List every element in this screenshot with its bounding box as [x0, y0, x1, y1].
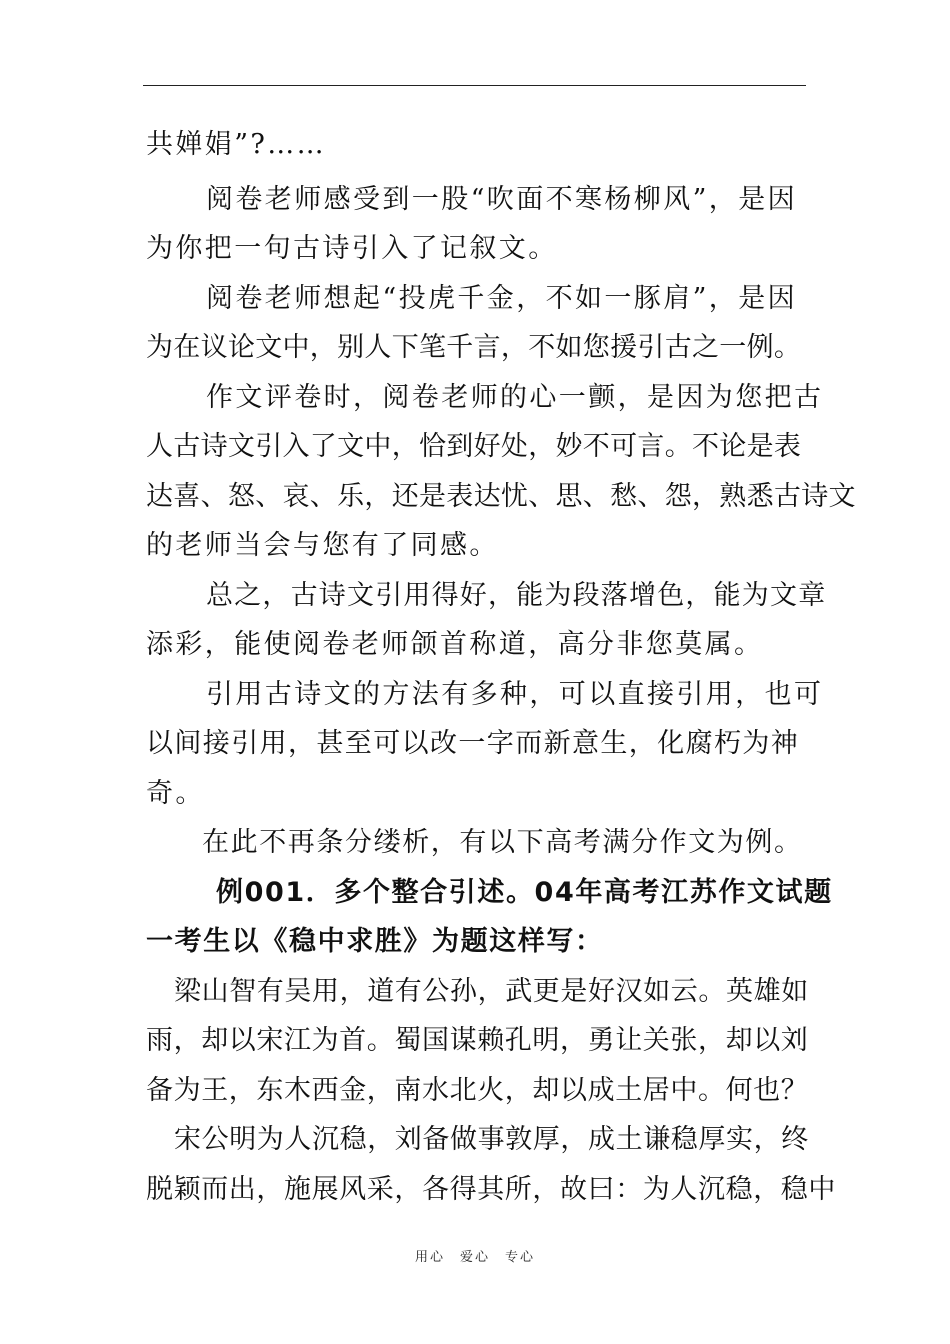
- page-footer: 用心 爱心 专心: [414, 1250, 535, 1265]
- quoted-essay-line: 脱颖而出，施展风采，各得其所，故曰：为人沉稳，稳中: [146, 1174, 836, 1205]
- text-line: 为在议论文中，别人下笔千言，不如您援引古之一例。: [146, 332, 802, 363]
- paragraph-first-line: 总之，古诗文引用得好，能为段落增色，能为文章: [206, 580, 827, 611]
- paragraph-first-line: 在此不再条分缕析，有以下高考满分作文为例。: [202, 827, 803, 858]
- text-line: 的老师当会与您有了同感。: [146, 530, 499, 561]
- example-heading-continued: 一考生以《稳中求胜》为题这样写：: [146, 926, 604, 957]
- paragraph-first-line: 阅卷老师感受到一股“吹面不寒杨柳风”，是因: [206, 184, 798, 215]
- text-line: 奇。: [146, 778, 205, 809]
- text-line: 人古诗文引入了文中，恰到好处，妙不可言。不论是表: [146, 431, 802, 462]
- quoted-essay-line: 梁山智有吴用，道有公孙，武更是好汉如云。英雄如: [174, 976, 809, 1007]
- text-line: 添彩，能使阅卷老师颌首称道，高分非您莫属。: [146, 629, 764, 660]
- quoted-essay-line: 备为王，东木西金，南水北火，却以成土居中。何也？: [146, 1075, 809, 1106]
- text-line: 达喜、怒、哀、乐，还是表达忧、思、愁、怨，熟悉古诗文: [146, 481, 856, 512]
- example-heading: 例001．多个整合引述。04年高考江苏作文试题: [216, 877, 833, 908]
- text-line: 以间接引用，甚至可以改一字而新意生，化腐朽为神: [146, 728, 800, 759]
- paragraph-first-line: 引用古诗文的方法有多种，可以直接引用，也可: [206, 679, 824, 710]
- paragraph-first-line: 阅卷老师想起“投虎千金，不如一豚肩”，是因: [206, 283, 798, 314]
- quoted-essay-line: 雨，却以宋江为首。蜀国谋赖孔明，勇让关张，却以刘: [146, 1025, 809, 1056]
- text-line: 共婵娟”?……: [146, 129, 327, 160]
- paragraph-first-line: 作文评卷时，阅卷老师的心一颤，是因为您把古: [206, 382, 824, 413]
- quoted-essay-line: 宋公明为人沉稳，刘备做事敦厚，成土谦稳厚实，终: [174, 1124, 809, 1155]
- text-line: 为你把一句古诗引入了记叙文。: [146, 233, 558, 264]
- header-rule: [143, 85, 806, 86]
